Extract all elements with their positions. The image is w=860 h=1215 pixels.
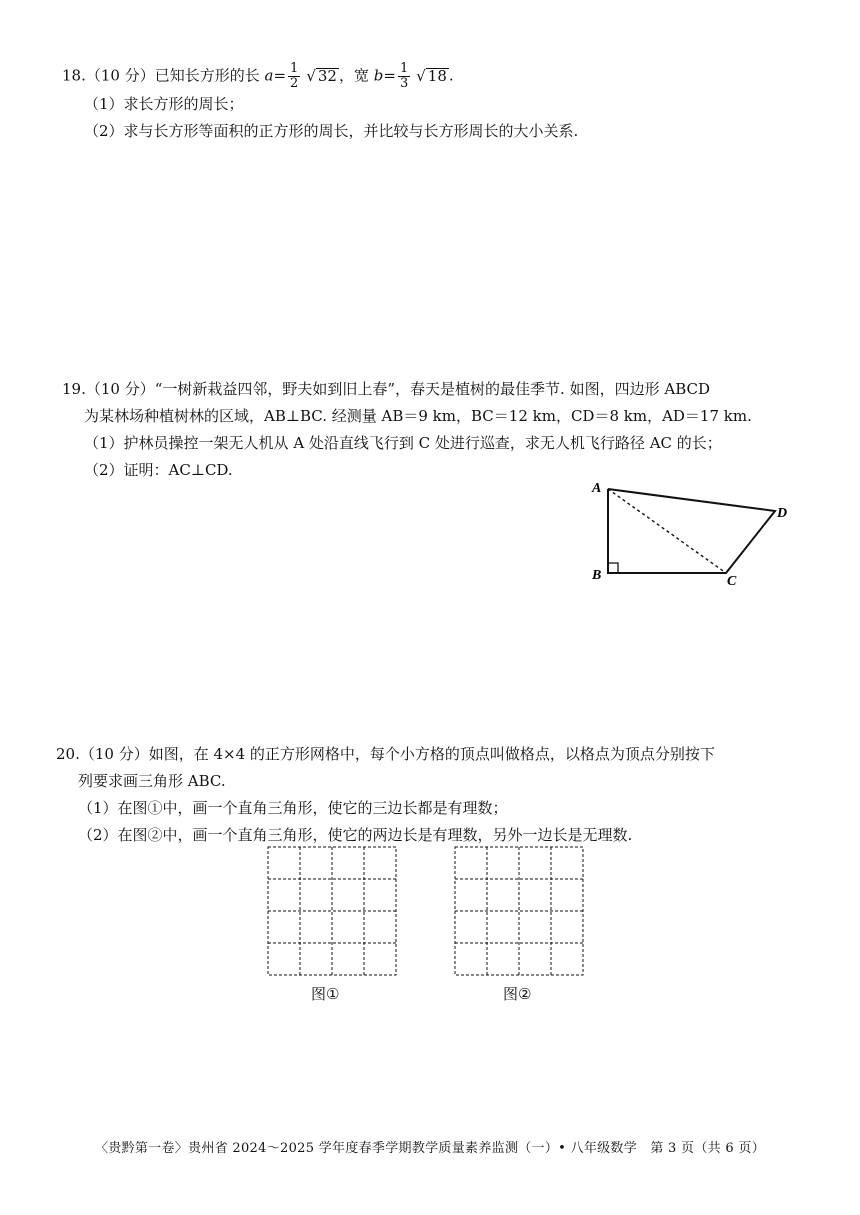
q19-quadrilateral-figure [585,475,800,590]
q18-sqrt-a: √ 32 [306,66,337,85]
q18-stem [62,62,822,91]
question-19 [62,376,822,484]
q18-stem-text: 已知长方形的长 [154,66,265,85]
q19-label-a: A [592,481,602,496]
q18-radicand-a: 32 [317,66,337,85]
q20-score: （10 分） [79,745,149,763]
q18-comma: ，宽 [338,66,374,85]
q18-radicand-b: 18 [427,66,447,85]
q18-number: 18. [62,66,86,85]
q19-line-2: 为某林场种植树林的区域，AB⊥BC. 经测量 AB＝9 km，BC＝12 km，CD＝8 km，AD＝17 km. [84,407,752,425]
q19-outline [608,489,775,573]
q20-number: 20. [56,745,80,763]
q20-part-1: （1）在图①中，画一个直角三角形，使它的三边长都是有理数； [78,799,508,817]
q18-frac-b-den: 3 [399,76,409,91]
q19-part-2: （2）证明：AC⊥CD. [84,461,233,479]
question-18 [62,62,822,145]
q18-frac-b-num: 1 [399,61,409,76]
q20-part-2: （2）在图②中，画一个直角三角形，使它的两边长是有理数，另外一边长是无理数. [78,826,633,844]
q18-eq-b: = [383,66,396,85]
q19-label-d: D [777,506,788,521]
q19-line-1 [62,376,822,403]
q18-part-2: （2）求与长方形等面积的正方形的周长，并比较与长方形周长的大小关系. [84,122,579,140]
q20-line-1-text: 如图，在 4×4 的正方形网格中，每个小方格的顶点叫做格点，以格点为顶点分别按下 [148,745,715,763]
q20-grid-2 [454,846,586,978]
q18-eq-a: = [273,66,287,85]
q18-frac-a [288,62,300,91]
q20-line-2: 列要求画三角形 ABC. [78,772,226,790]
q19-part-1: （1）护林员操控一架无人机从 A 处沿直线飞行到 C 处进行巡查，求无人机飞行路径 AC 的长； [84,434,722,452]
page-footer: 〈贵黔第一卷〉贵州省 2024～2025 学年度春季学期教学质量素养监测（一）• 八年级数学 第 3 页（共 6 页） [94,1141,765,1156]
q18-frac-a-num: 1 [290,61,299,76]
question-20 [56,741,816,849]
q19-right-angle-mark [608,563,618,573]
q20-fig1-caption: 图① [311,985,340,1003]
q19-number: 19. [62,380,86,398]
q20-grid-1 [267,846,399,978]
q18-var-b: b [373,66,384,85]
q19-label-b: B [592,568,602,583]
q18-frac-b [398,62,410,91]
q20-line-1 [56,741,816,768]
q20-grid-1-lines [268,847,396,975]
q18-end: . [448,66,454,85]
q18-frac-a-den: 2 [290,76,299,91]
q19-score: （10 分） [85,380,155,398]
q18-part-1: （1）求长方形的周长； [84,95,244,113]
q18-var-a: a [264,66,274,85]
q20-fig2-caption: 图② [503,985,532,1003]
q19-line-1-text: “一树新栽益四邻，野夫如到旧上春”，春天是植树的最佳季节. 如图，四边形 ABCD [154,380,711,398]
q20-grid-2-lines [455,847,583,975]
q19-label-c: C [727,574,737,589]
q18-sqrt-b: √ 18 [416,66,447,85]
q18-score: （10 分） [85,66,155,85]
